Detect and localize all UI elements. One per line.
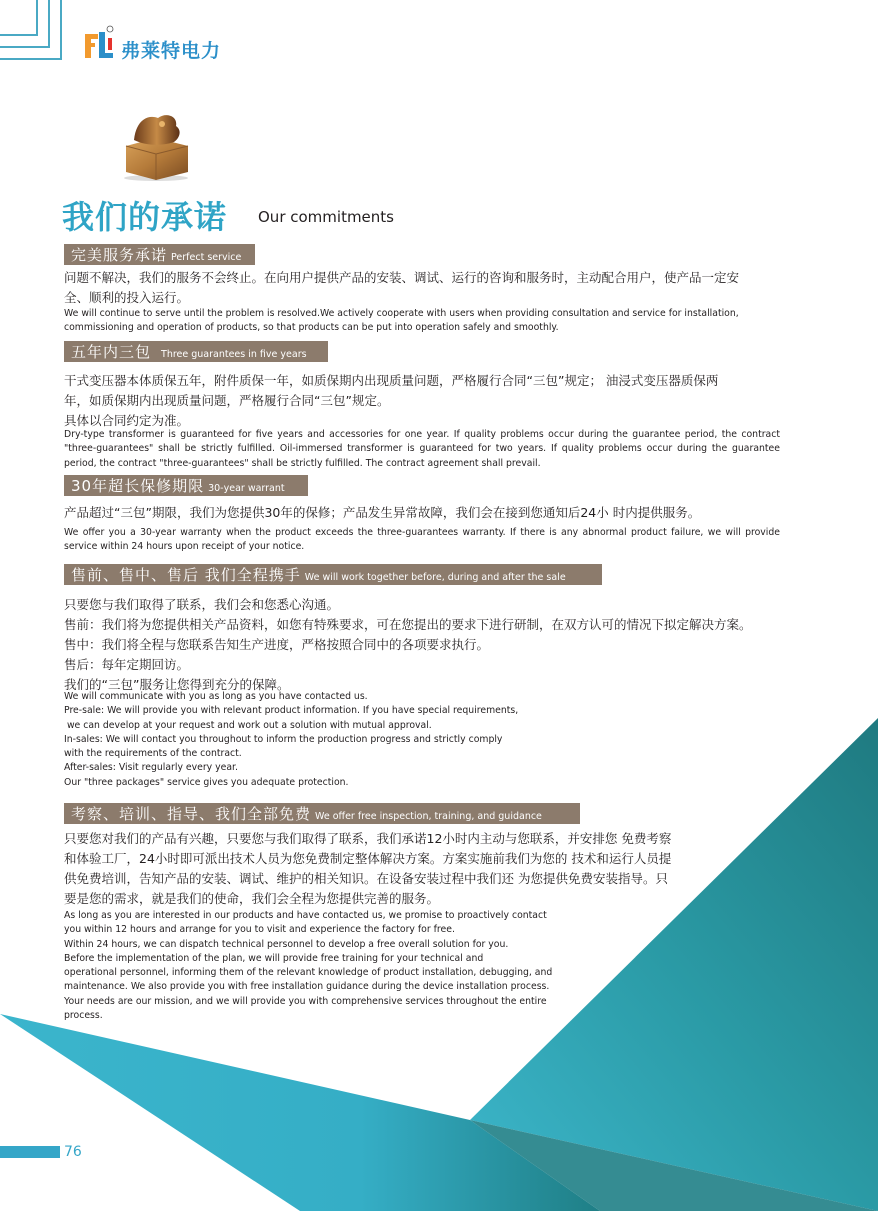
section-text-en: Dry-type transformer is guaranteed for five years and accessories for one year. If quality problems occur during the guarantee period, the contract "three-guarantees" shall be strictly fulfilled. Oil-immersed transformer is guaranteed for two years. If quality problems occur during the guarantee period, the contract "three-guarantees" shall be strictly fulfilled. The contract agreement shall prevail. [64,429,780,469]
section-bar-three-guarantees [64,341,328,362]
section-title-en: We offer free inspection, training, and guidance [315,811,542,822]
section-text-en: We will communicate with you as long as you have contacted us. Pre-sale: We will provide you with relevant product information. If you have special requirements, we can develop at your request and work out a solution with mutual approval. In-sales: We will contact you throughout to inform the production progress and strictly comply with the requirements of the contract. After-sales: Visit regularly every year. Our "three packages" service gives you adequate protection. [64,691,519,788]
section-bar-30-year-warrant [64,475,308,496]
section-bar-sale-service [64,564,602,585]
section-text-cn: 只要您与我们取得了联系，我们会和您悉心沟通。 售前：我们将为您提供相关产品资料，如您有特殊要求，可在您提出的要求下进行研制，在双方认可的情况下拟定解决方案。 售中：我们将全程与您联系告知生产进度，严格按照合同中的各项要求执行。 售后：每年定期回访。 我们的“三包”服务让您得到充分的保障。 [64,597,752,692]
section-title-cn: 售前、售中、售后 我们全程携手 [71,566,301,584]
page-number-bar [0,1146,60,1158]
section-text-en: We offer you a 30-year warranty when the product exceeds the three-guarantees warranty. If there is any abnormal product failure, we will provide service within 24 hours upon receipt of your notice. [64,527,780,553]
section-bar-perfect-service [64,244,255,265]
section-title-en: We will work together before, during and after the sale [304,572,566,583]
section-text-cn: 问题不解决，我们的服务不会终止。在向用户提供产品的安装、调试、运行的咨询和服务时，主动配合用户，使产品一定安 全、顺利的投入运行。 [64,270,740,305]
page-number: 76 [64,1144,82,1160]
section-title-en: Perfect service [171,252,242,263]
section-bar-free-inspection [64,803,580,824]
section-title-en: Three guarantees in five years [161,349,307,360]
section-title-en: 30-year warrant [208,483,285,494]
section-title-cn: 考察、培训、指导、我们全部免费 [71,805,312,823]
section-title-cn: 五年内三包 [71,343,152,361]
section-text-cn: 产品超过“三包”期限，我们为您提供30年的保修；产品发生异常故障，我们会在接到您通知后24小 时内提供服务。 [64,505,701,520]
section-title-cn: 完美服务承诺 [71,246,168,264]
page-title: 我们的承诺 [62,198,228,236]
section-title-cn: 30年超长保修期限 [71,477,205,495]
company-name: 弗莱特电力 [121,40,222,62]
section-text-cn: 只要您对我们的产品有兴趣，只要您与我们取得了联系，我们承诺12小时内主动与您联系，并安排您 免费考察 和体验工厂，24小时即可派出技术人员为您免费制定整体解决方案。方案实施前我们为您的 技术和运行人员提 供免费培训，告知产品的安装、调试、维护的相关知识。在设备安装过程中我们还 为您提供免费安装指导。只 要是您的需求，就是我们的使命，我们会全程为您提供完善的服务。 [64,831,672,906]
page-subtitle: Our commitments [258,208,394,226]
section-text-en: As long as you are interested in our products and have contacted us, we promise to proactively contact you within 12 hours and arrange for you to visit and experience the factory for free. Within 24 hours, we can dispatch technical personnel to develop a free overall solution for you. Before the implementation of the plan, we will provide free training for your technical and operational personnel, informing them of the relevant knowledge of product installation, debugging, and maintenance. We also provide you with free installation guidance during the device installation process. Your needs are our mission, and we will provide you with comprehensive services throughout the entire process. [64,910,553,1022]
section-text-en: We will continue to serve until the problem is resolved.We actively cooperate with users when providing consultation and service for installation, commissioning and operation of products, so that products can be put into operation safely and smoothly. [64,308,739,334]
section-text-cn: 干式变压器本体质保五年，附件质保一年，如质保期内出现质量问题，严格履行合同“三包”规定； 油浸式变压器质保两 年，如质保期内出现质量问题，严格履行合同“三包”规定。 具体以合同约定为准。 [64,373,719,428]
